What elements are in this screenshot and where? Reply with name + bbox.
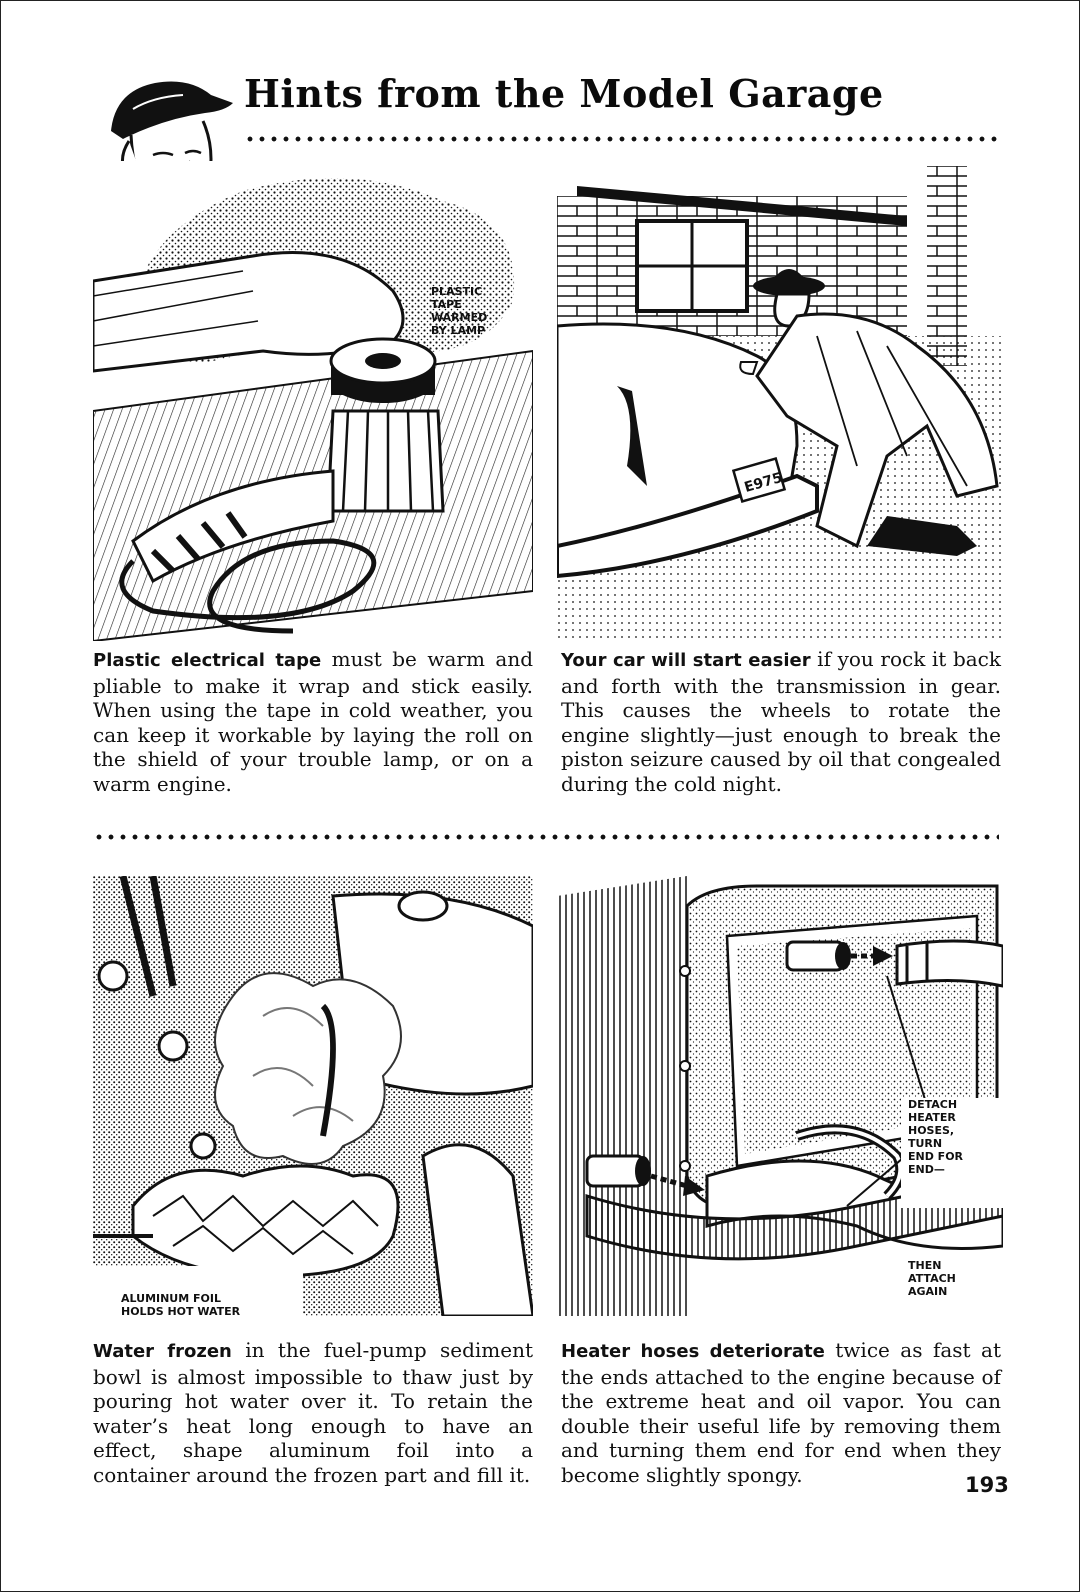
hint-paragraph-electrical-tape [93,647,533,797]
dotted-divider-middle [93,833,999,841]
callout-plastic-tape: PLASTIC TAPE WARMED BY LAMP [431,285,488,337]
hint-body-electrical-tape: must be warm and pliable to make it wrap and stick easily. When using the tape in cold weather, you can keep it workable by laying the roll on the shield of your trouble lamp, or on a warm engine. [93,647,534,796]
hint-lead-electrical-tape: Plastic electrical tape [93,650,322,671]
license-plate-text: E975 [742,469,785,496]
illustration-fuel-pump-foil [93,876,533,1316]
hint-lead-water-frozen: Water frozen [93,1341,232,1362]
hint-paragraph-heater-hoses [561,1338,1001,1488]
hint-paragraph-water-frozen [93,1338,533,1488]
dotted-divider-top [244,135,1000,143]
hint-lead-heater-hoses: Heater hoses deteriorate [561,1341,825,1362]
page-number: 193 [965,1473,1009,1497]
illustration-rocking-car [557,166,1003,641]
callout-attach-again: THEN ATTACH AGAIN [908,1259,956,1298]
hint-body-heater-hoses: twice as fast at the ends attached to the engine because of the extreme heat and oil vapor. You can double their useful life by removing them and turning them end for end when they become slightly spongy. [561,1338,1001,1487]
callout-aluminum-foil: ALUMINUM FOIL HOLDS HOT WATER [121,1292,241,1318]
page-title: Hints from the Model Garage [244,71,884,116]
callout-detach-hoses: DETACH HEATER HOSES, TURN END FOR END— [908,1098,964,1176]
illustration-trouble-lamp [93,161,533,641]
illustration-heater-hoses [557,876,1003,1316]
hint-body-water-frozen: in the fuel-pump sediment bowl is almost impossible to thaw just by pouring hot water over it. To retain the water’s heat long enough to have an effect, shape aluminum foil into a container around the frozen part and fill it. [93,1338,534,1487]
hint-lead-rocking-car: Your car will start easier [561,650,811,671]
hint-paragraph-rocking-car [561,647,1001,797]
hint-body-rocking-car: if you rock it back and forth with the transmission in gear. This causes the wheels to rotate the engine slightly—just enough to break the piston seizure caused by oil that congealed during the cold night. [561,647,1001,796]
